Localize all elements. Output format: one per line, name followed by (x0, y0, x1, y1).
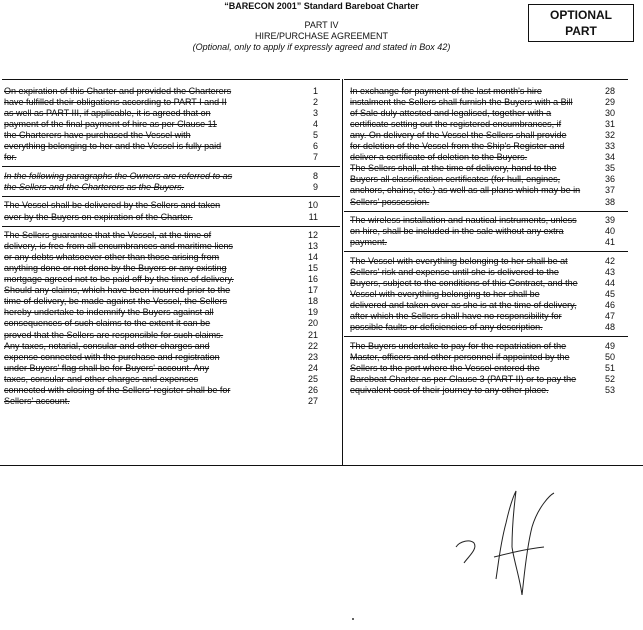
line-number-41: 41 (604, 237, 615, 248)
line-number-2: 2 (312, 97, 318, 108)
line-number-32: 32 (604, 130, 615, 141)
clause-line-34: deliver a certificate of deletion to the Buyers. (350, 152, 528, 163)
line-number-39: 39 (604, 215, 615, 226)
clause-line-18: time of delivery, be made against the Vessel, the Sellers (4, 296, 227, 307)
line-number-19: 19 (307, 307, 318, 318)
clause-line-33: for deletion of the Vessel from the Ship's Register and (350, 141, 565, 152)
clause-line-21: proved that the Sellers are responsible for such claims. (4, 329, 224, 340)
clause-line-31: certificate setting out the registered encumbrances, if (350, 119, 562, 130)
clause-line-26: connected with closing of the Sellers' register shall be for (4, 384, 231, 395)
document-title: “BARECON 2001” Standard Bareboat Charter (224, 1, 419, 11)
line-number-7: 7 (312, 152, 318, 163)
line-number-40: 40 (604, 226, 615, 237)
line-number-11: 11 (308, 211, 318, 222)
clause-line-38: Sellers' possession. (350, 196, 430, 207)
clause-line-2: have fulfilled their obligations according to PART I and II (4, 97, 227, 108)
line-number-45: 45 (604, 288, 615, 299)
left-column-top-rule (2, 79, 340, 80)
clause-separator-rule (2, 196, 340, 197)
clause-line-7: for. (4, 152, 17, 163)
line-number-31: 31 (604, 119, 615, 130)
clause-line-1: On expiration of this Charter and provided the Charterers (4, 86, 232, 96)
clause-line-27: Sellers' account. (4, 395, 70, 406)
clause-line-15: anything done or not done by the Buyers or any existing (4, 263, 227, 274)
applicability-note: (Optional, only to apply if expressly agreed and stated in Box 42) (192, 42, 451, 52)
stray-mark (352, 618, 354, 620)
line-number-43: 43 (604, 266, 615, 277)
clause-line-8: In the following paragraphs the Owners are referred to as (4, 170, 233, 181)
line-number-25: 25 (307, 373, 318, 384)
clause-line-47: after which the Sellers shall have no responsibility for (350, 310, 562, 321)
clause-line-49: The Buyers undertake to pay for the repatriation of the (350, 340, 567, 351)
line-number-15: 15 (307, 263, 318, 274)
clause-line-50: Master, officers and other personnel if appointed by the (350, 351, 570, 362)
line-number-24: 24 (307, 362, 318, 373)
line-number-22: 22 (307, 340, 318, 351)
clause-separator-rule (2, 166, 340, 167)
line-number-52: 52 (604, 373, 615, 384)
clause-line-4: payment of the final payment of hire as per Clause 11 (4, 119, 217, 130)
clause-line-11: over by the Buyers on expiration of the Charter. (4, 211, 193, 222)
clause-line-9: the Sellers and the Charterers as the Buyers. (4, 181, 185, 192)
clause-line-36: Buyers all classification certificates (for hull, engines, (350, 174, 561, 185)
clause-separator-rule (344, 336, 628, 337)
clause-separator-rule (2, 226, 340, 227)
clause-separator-rule (344, 211, 628, 212)
optional-label: OPTIONAL (550, 8, 612, 22)
line-number-36: 36 (604, 174, 615, 185)
clause-line-37: anchors, chains, etc.) as well as all plans which may be in (350, 185, 581, 196)
line-number-38: 38 (604, 196, 615, 207)
clause-line-10: The Vessel shall be delivered by the Sellers and taken (4, 200, 221, 211)
page-bottom-rule (0, 465, 643, 466)
signature-initials (454, 487, 564, 607)
clause-line-41: payment. (350, 237, 388, 248)
line-number-3: 3 (312, 108, 318, 119)
clause-separator-rule (344, 251, 628, 252)
clause-line-3: as well as PART III, if applicable, it is agreed that on (4, 108, 211, 119)
line-number-33: 33 (604, 141, 615, 152)
clause-line-23: expense connected with the purchase and registration (4, 351, 220, 362)
clause-line-40: on hire, shall be included in the sale without any extra (350, 226, 564, 237)
line-number-6: 6 (312, 141, 318, 152)
clause-line-29: instalment the Sellers shall furnish the Buyers with a Bill (350, 97, 573, 108)
line-number-17: 17 (307, 285, 318, 296)
line-number-42: 42 (604, 255, 615, 266)
clause-line-32: any. On delivery of the Vessel the Sellers shall provide (350, 130, 567, 141)
clause-line-43: Sellers' risk and expense until she is delivered to the (350, 266, 559, 277)
column-divider (342, 79, 343, 465)
clause-line-28: In exchange for payment of the last month's hire (350, 86, 542, 96)
clause-line-12: The Sellers guarantee that the Vessel, at the time of (4, 230, 212, 241)
clause-line-22: Any taxes, notarial, consular and other charges and (4, 340, 210, 351)
clause-line-39: The wireless installation and nautical instruments, unless (350, 215, 577, 226)
line-number-29: 29 (604, 97, 615, 108)
clause-line-53: equivalent cost of their journey to any other place. (350, 384, 549, 395)
line-number-4: 4 (312, 119, 318, 130)
clause-line-20: consequences of such claims to the extent it can be (4, 318, 211, 329)
line-number-13: 13 (307, 241, 318, 252)
clause-line-5: the Charterers have purchased the Vessel with (4, 130, 191, 141)
part-label: PART (565, 24, 597, 38)
line-number-53: 53 (604, 384, 615, 395)
line-number-34: 34 (604, 152, 615, 163)
line-number-49: 49 (604, 340, 615, 351)
line-number-35: 35 (604, 163, 615, 174)
clause-line-30: of Sale duly attested and legalised, together with a (350, 108, 552, 119)
clause-line-16: mortgage agreed not to be paid off by the time of delivery. (4, 274, 234, 285)
line-number-44: 44 (604, 277, 615, 288)
line-number-12: 12 (307, 230, 318, 241)
line-number-18: 18 (307, 296, 318, 307)
clause-line-24: under Buyers' flag shall be for Buyers' account. Any (4, 362, 210, 373)
line-number-14: 14 (307, 252, 318, 263)
line-number-46: 46 (604, 299, 615, 310)
line-number-16: 16 (307, 274, 318, 285)
clause-line-45: Vessel with everything belonging to her shall be (350, 288, 540, 299)
line-number-8: 8 (312, 170, 318, 181)
clause-line-25: taxes, consular and other charges and expenses (4, 373, 199, 384)
clause-line-46: delivered and taken over as she is at the time of delivery, (350, 299, 577, 310)
line-number-47: 47 (604, 310, 615, 321)
line-number-10: 10 (307, 200, 318, 211)
clause-line-42: The Vessel with everything belonging to her shall be at (350, 255, 568, 266)
clause-line-51: Sellers to the port where the Vessel entered the (350, 362, 540, 373)
line-number-9: 9 (312, 181, 318, 192)
line-number-48: 48 (604, 322, 615, 332)
part-heading: PART IV (304, 20, 339, 30)
clause-line-52: Bareboat Charter as per Clause 3 (PART II) or to pay the (350, 373, 577, 384)
line-number-23: 23 (307, 351, 318, 362)
line-number-30: 30 (604, 108, 615, 119)
line-number-26: 26 (307, 384, 318, 395)
line-number-1: 1 (312, 86, 318, 96)
right-column-top-rule (344, 79, 628, 80)
line-number-20: 20 (307, 318, 318, 329)
line-number-27: 27 (307, 395, 318, 406)
agreement-heading: HIRE/PURCHASE AGREEMENT (254, 31, 389, 41)
line-number-51: 51 (604, 362, 615, 373)
line-number-5: 5 (312, 130, 318, 141)
clause-line-19: hereby undertake to indemnify the Buyers against all (4, 307, 214, 318)
clause-line-6: everything belonging to her and the Vessel is fully paid (4, 141, 222, 152)
clause-line-13: delivery, is free from all encumbrances and maritime liens (4, 241, 233, 252)
clause-line-35: The Sellers shall, at the time of delivery, hand to the (350, 163, 557, 174)
clause-line-44: Buyers, subject to the conditions of this Contract, and the (350, 277, 578, 288)
clause-line-14: or any debts whatsoever other than those arising from (4, 252, 220, 263)
line-number-37: 37 (604, 185, 615, 196)
line-number-28: 28 (604, 86, 615, 96)
clause-line-48: possible faults or deficiencies of any description. (350, 322, 543, 332)
clause-line-17: Should any claims, which have been incurred prior to the (4, 285, 231, 296)
line-number-50: 50 (604, 351, 615, 362)
line-number-21: 21 (307, 329, 318, 340)
